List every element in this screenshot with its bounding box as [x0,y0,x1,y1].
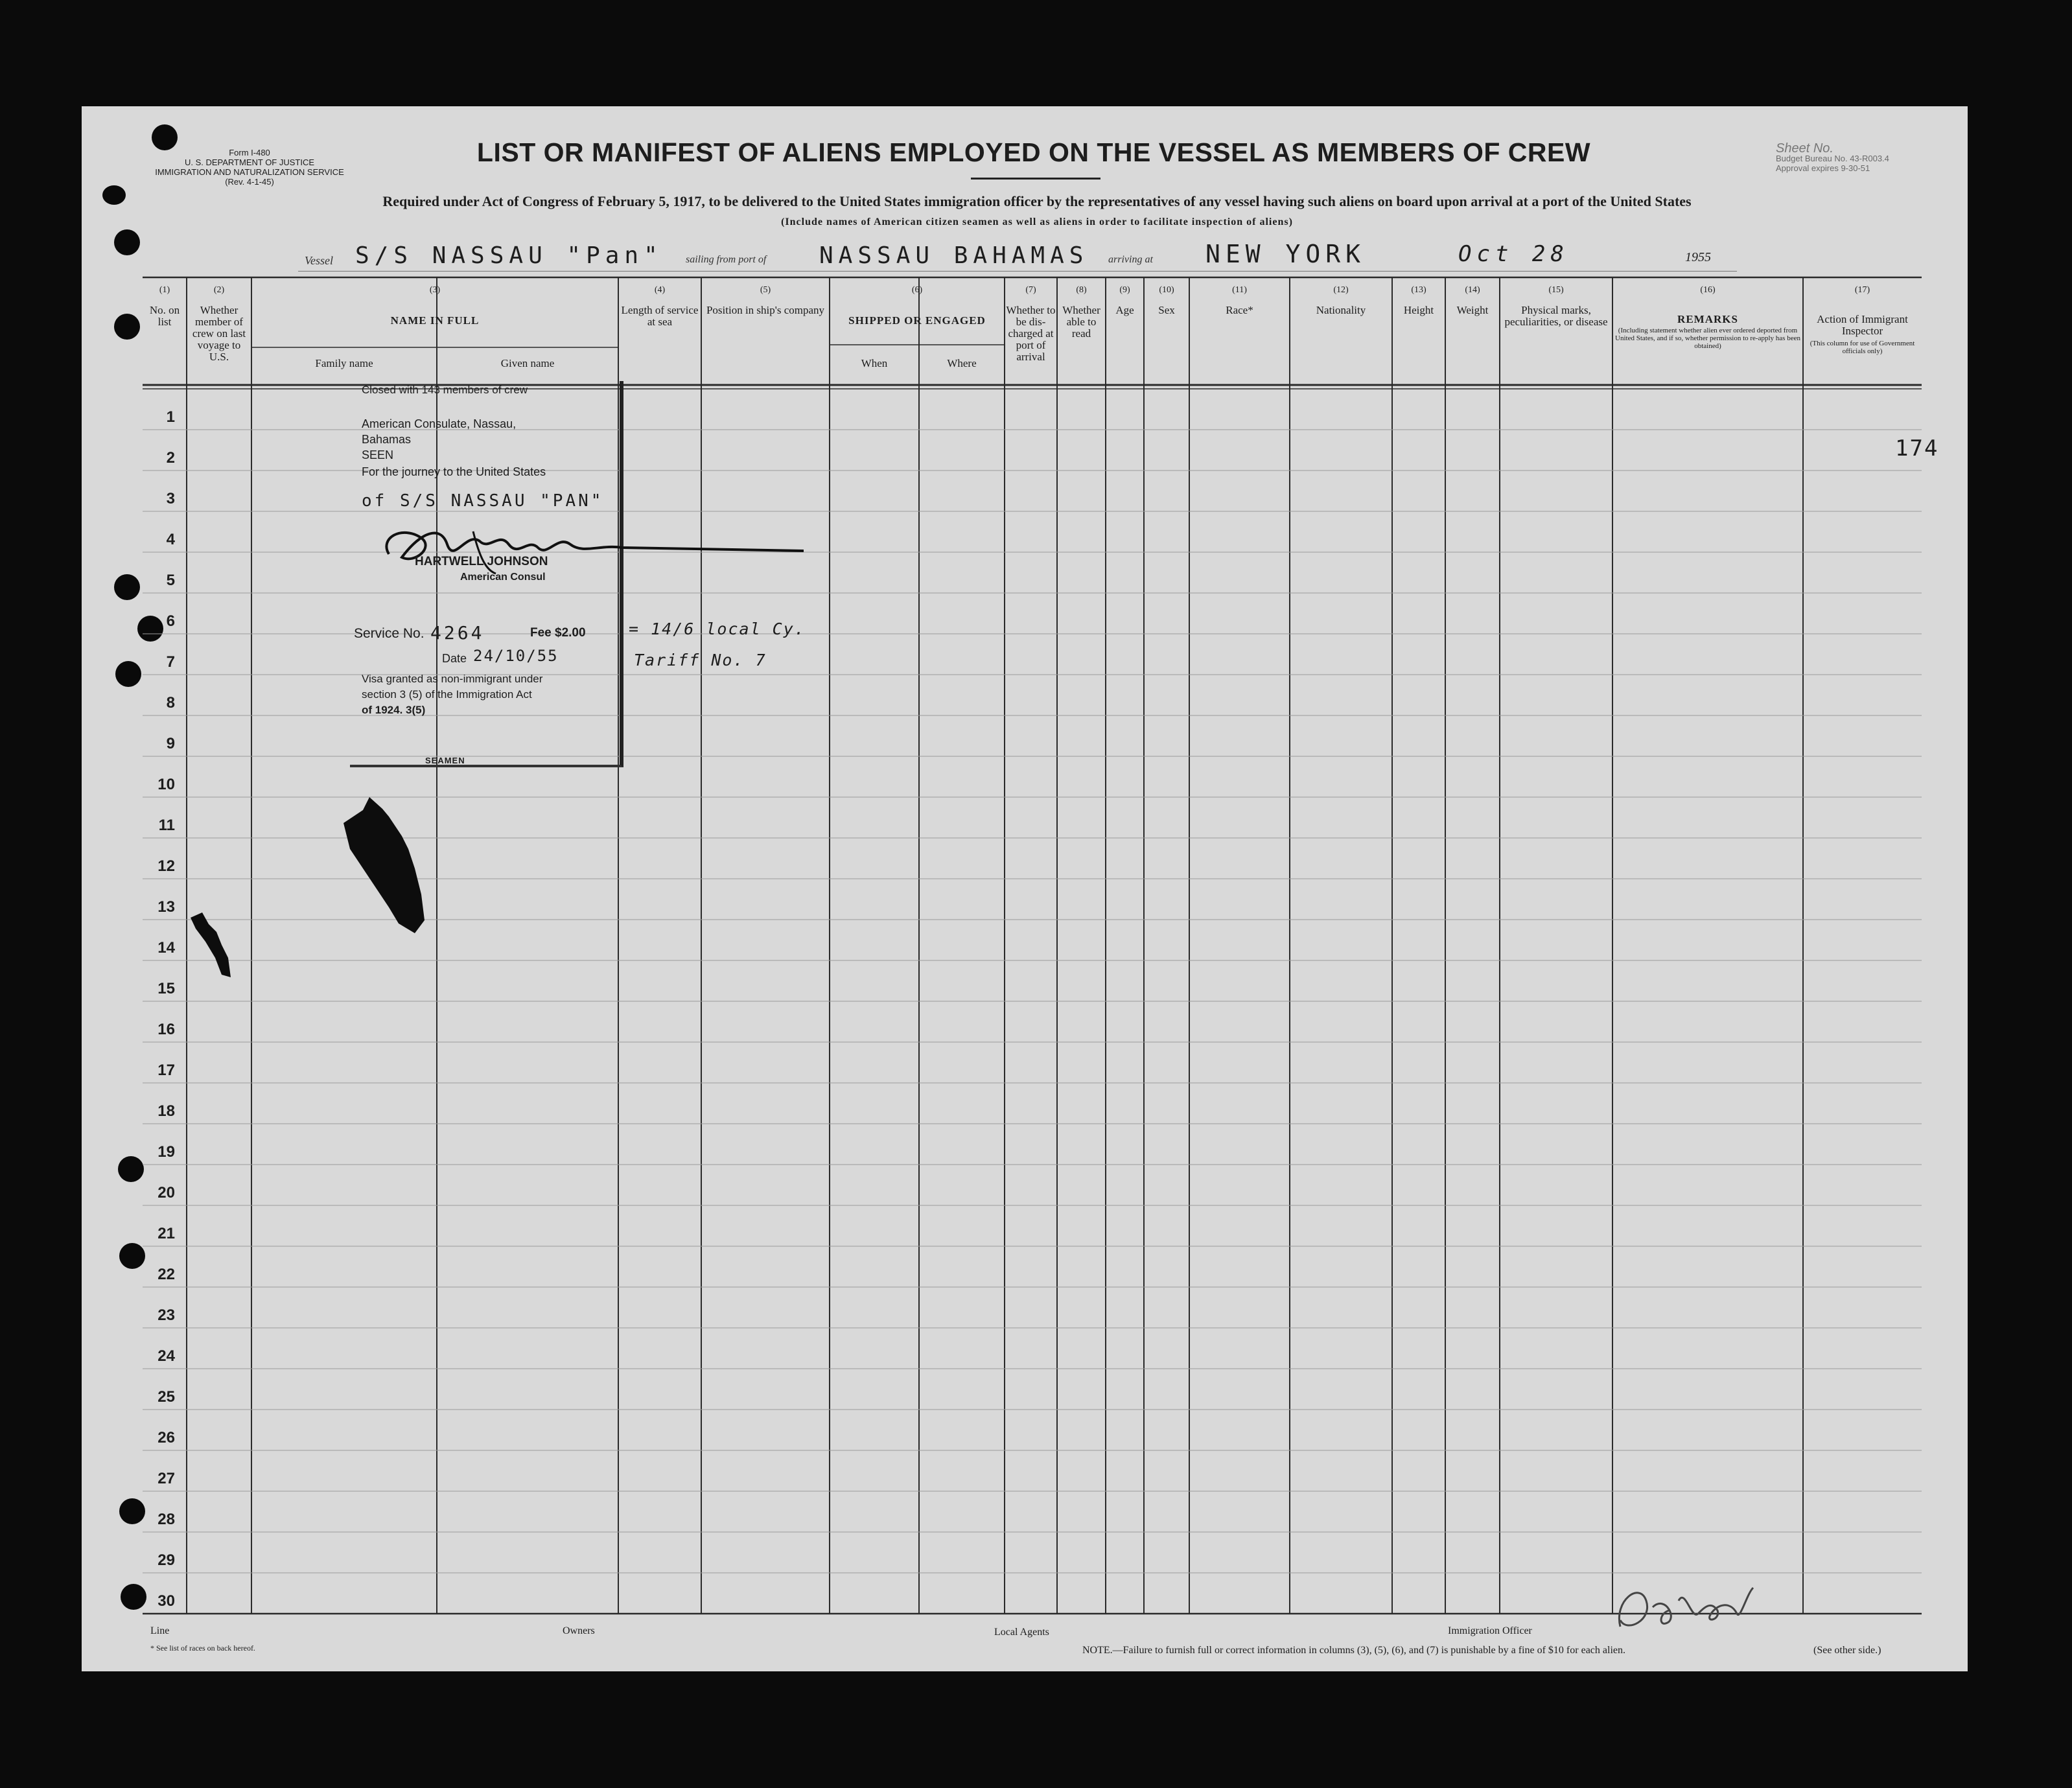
row-number: 6 [166,612,175,630]
stamp-visa-line3: of 1924. 3(5) [362,704,426,716]
date-value: Oct 28 [1458,241,1569,267]
footer-note: NOTE.—Failure to furnish full or correct information in columns (3), (5), (6), and (7) is punishable by a fine of $10 for each alien. [1082,1645,1625,1656]
row-number: 20 [157,1184,175,1202]
row-number: 26 [157,1429,175,1446]
column-number: (8) [1076,285,1087,295]
stamp-service-number: 4264 [430,622,485,644]
row-number: 28 [157,1511,175,1528]
row-number: 17 [157,1062,175,1079]
column-header: Physical marks, peculiarities, or disease [1504,304,1608,328]
column-header: Nationality [1316,304,1366,316]
row-number: 16 [157,1021,175,1038]
sailing-value: NASSAU BAHAMAS [819,242,1089,269]
column-header: Action of Immigrant Inspector [1817,313,1908,337]
column-number: (3) [429,285,441,295]
column-subheader: Given name [500,357,555,369]
row-number: 4 [166,531,175,548]
stamp-visa-line1: Visa granted as non-immigrant under [362,673,543,685]
stamp-journey: For the journey to the United States [362,465,546,478]
footer-local-agents-label: Local Agents [994,1627,1049,1638]
service: IMMIGRATION AND NATURALIZATION SERVICE [155,167,344,177]
column-header: SHIPPED OR ENGAGED [848,314,986,327]
stamp-date-value: 24/10/55 [473,647,559,665]
stamp-consul-title: American Consul [460,572,546,583]
form-number: Form I-480 [229,148,270,157]
column-number: (1) [159,285,170,295]
column-number: (14) [1465,285,1480,295]
column-header: No. on list [149,304,180,328]
arriving-value: NEW YORK [1205,240,1366,268]
row-number: 7 [166,653,175,671]
stamp-place: Bahamas [362,433,412,446]
include-note: (Include names of American citizen seamen as well as aliens in order to facilitate inspection of aliens) [781,216,1293,227]
stamp-consul-name: HARTWELL JOHNSON [415,555,548,568]
consular-stamp [350,381,622,767]
row-number: 21 [157,1225,175,1242]
stamp-of-vessel: of S/S NASSAU "PAN" [362,491,604,511]
column-number: (4) [654,285,666,295]
stamp-consulate: American Consulate, Nassau, [362,417,517,430]
row-number: 10 [157,776,175,793]
row-number: 5 [166,572,175,589]
row-number: 1 [166,408,175,426]
stamp-seen: SEEN [362,448,394,461]
column-header: Whether able to read [1062,304,1100,340]
column-number: (11) [1232,285,1247,295]
tariff-note: Tariff No. 7 [634,651,767,669]
column-note: (Including statement whether alien ever ordered deported from United States, and if so, whether permission to re-apply has been obtained) [1615,327,1800,350]
column-number: (10) [1159,285,1174,295]
stamp-visa-line2: section 3 (5) of the Immigration Act [362,688,532,701]
row-number: 13 [157,898,175,916]
column-number: (6) [911,285,923,295]
row-number: 25 [157,1388,175,1406]
budget-line: Budget Bureau No. 43-R003.4 [1776,154,1889,163]
stamp-date-label: Date [442,652,467,665]
arriving-label: arriving at [1108,254,1153,265]
sailing-label: sailing from port of [686,254,767,265]
row-number: 24 [157,1347,175,1365]
ink-blot [189,912,241,984]
page-title: LIST OR MANIFEST OF ALIENS EMPLOYED ON THE VESSEL AS MEMBERS OF CREW [476,137,1591,167]
row-number: 3 [166,490,175,507]
column-header: Race* [1226,304,1253,316]
year-value: 1955 [1685,250,1711,264]
column-subheader: Family name [315,357,373,369]
annotation-174: 174 [1895,435,1939,461]
column-note: (This column for use of Government officials only) [1810,340,1915,355]
stamp-fee: Fee $2.00 [530,626,586,640]
column-subheader: When [861,357,888,369]
column-subheader: Where [947,357,977,369]
column-header: Weight [1456,304,1489,316]
row-number: 18 [157,1102,175,1120]
ink-blot [337,797,434,940]
stamp-service-label: Service No. [354,626,425,641]
footer-owners-label: Owners [563,1625,595,1636]
row-number: 30 [157,1592,175,1610]
row-number: 19 [157,1143,175,1161]
column-number: (16) [1700,285,1716,295]
column-number: (17) [1854,285,1870,295]
local-currency-note: = 14/6 local Cy. [629,620,806,638]
column-number: (2) [213,285,225,295]
row-number: 2 [166,449,175,467]
department: U. S. DEPARTMENT OF JUSTICE [184,157,315,167]
row-number: 27 [157,1470,175,1487]
vessel-label: Vessel [305,254,333,267]
row-number: 9 [166,735,175,752]
column-header: NAME IN FULL [390,314,480,327]
row-number: 29 [157,1551,175,1569]
column-header: Height [1403,304,1434,316]
row-number: 15 [157,980,175,997]
revision: (Rev. 4-1-45) [225,177,274,187]
column-header: Whether member of crew on last voyage to U.S. [192,304,246,363]
sheet-label: Sheet No. [1776,141,1833,156]
column-number: (13) [1411,285,1426,295]
row-number: 8 [166,694,175,712]
requirement-text: Required under Act of Congress of February 5, 1917, to be delivered to the United States immigration officer by the representatives of any vessel having such aliens on board upon arrival at a port of the United States [382,193,1692,209]
column-number: (7) [1025,285,1036,295]
column-number: (5) [760,285,771,295]
see-other-side: (See other side.) [1813,1645,1881,1656]
row-number: 22 [157,1266,175,1283]
stamp-rule [363,766,428,767]
row-number: 11 [158,817,175,834]
column-header: Sex [1158,304,1175,316]
officer-signature [1607,1562,1756,1640]
column-number: (12) [1333,285,1349,295]
column-header: Length of service at sea [621,304,699,328]
column-header: Age [1115,304,1134,316]
stamp-closed-line: Closed with 143 members of crew [362,384,528,396]
row-number: 14 [157,939,175,957]
column-number: (15) [1548,285,1564,295]
vessel-value: S/S NASSAU "Pan" [355,242,663,269]
row-number: 23 [157,1306,175,1324]
column-header: Whether to be dis-charged at port of arrival [1006,304,1056,363]
footer-immigration-officer-label: Immigration Officer [1448,1625,1532,1636]
footer-line-label: Line [150,1625,170,1636]
stamp-seamen: SEAMEN [425,756,465,765]
column-header: REMARKS [1677,313,1738,325]
approval-line: Approval expires 9-30-51 [1776,163,1870,173]
column-header: Position in ship's company [706,304,825,316]
races-note: * See list of races on back hereof. [150,1643,255,1653]
column-number: (9) [1119,285,1130,295]
row-number: 12 [157,857,175,875]
